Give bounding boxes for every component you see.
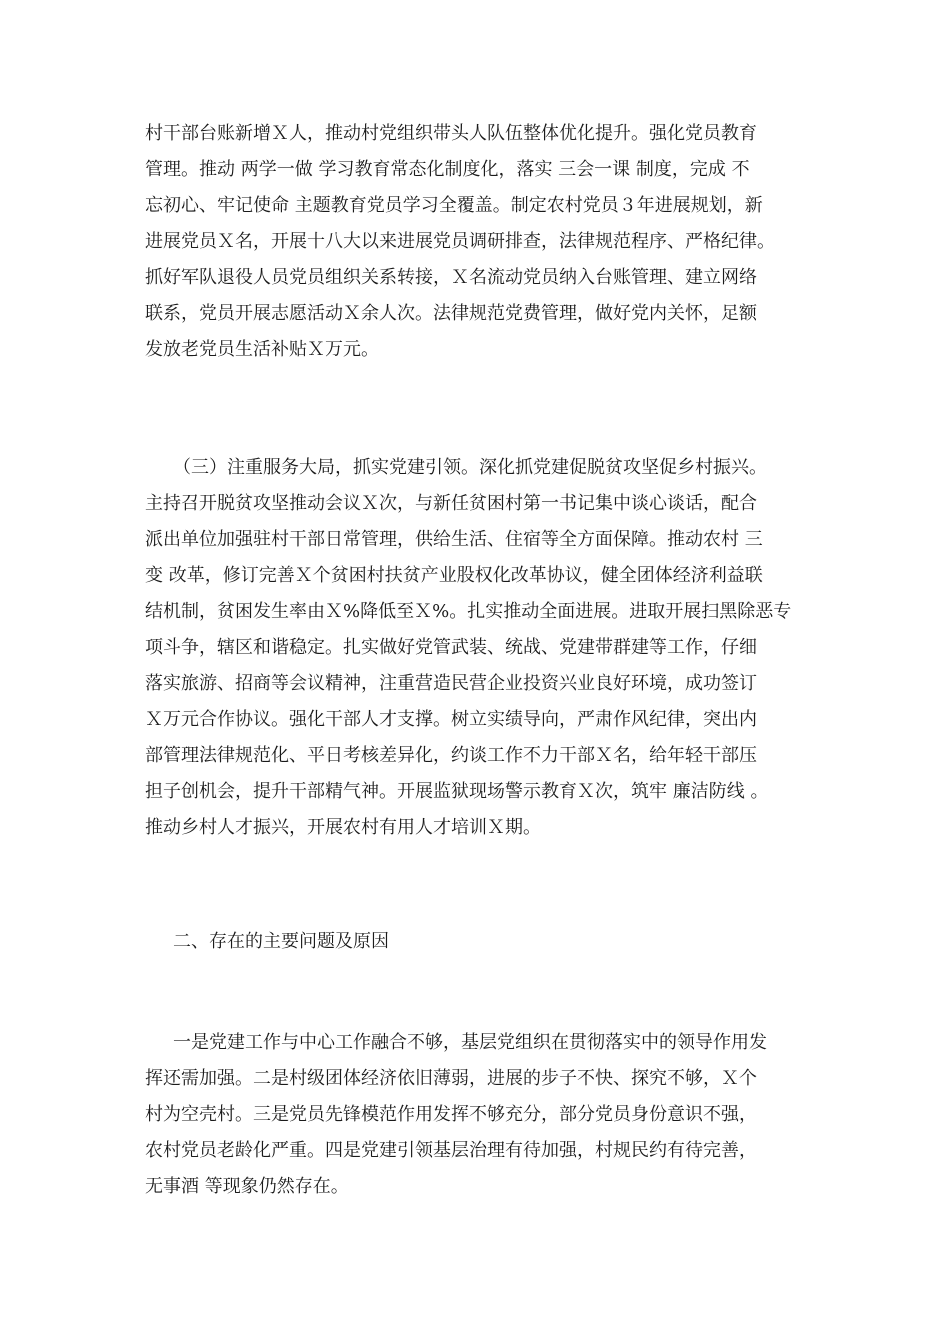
text-line: 村干部台账新增Ｘ人，推动村党组织带头人队伍整体优化提升。强化党员教育 [145,123,757,144]
text-line: 推动乡村人才振兴，开展农村有用人才培训Ｘ期。 [145,817,541,838]
text-line: 结机制，贫困发生率由Ｘ%降低至Ｘ%。扎实推动全面进展。进取开展扫黑除恶专 [145,601,792,622]
text-line: 主持召开脱贫攻坚推动会议Ｘ次，与新任贫困村第一书记集中谈心谈话，配合 [145,493,757,514]
text-line: 联系，党员开展志愿活动Ｘ余人次。法律规范党费管理，做好党内关怀，足额 [145,303,757,324]
text-line: 派出单位加强驻村干部日常管理，供给生活、住宿等全方面保障。推动农村 三 [145,529,763,550]
text-line: 落实旅游、招商等会议精神，注重营造民营企业投资兴业良好环境，成功签订 [145,673,757,694]
text-line: 发放老党员生活补贴Ｘ万元。 [145,339,379,360]
text-line: Ｘ万元合作协议。强化干部人才支撑。树立实绩导向，严肃作风纪律，突出内 [145,709,757,730]
text-line: 管理。推动 两学一做 学习教育常态化制度化，落实 三会一课 制度，完成 不 [145,159,750,180]
paragraph-party-member-management [145,116,810,368]
text-line: （三）注重服务大局，抓实党建引领。深化抓党建促脱贫攻坚促乡村振兴。 [173,457,767,478]
text-line: 挥还需加强。二是村级团体经济依旧薄弱，进展的步子不快、探究不够，Ｘ个 [145,1068,757,1089]
text-line: 农村党员老龄化严重。四是党建引领基层治理有待加强，村规民约有待完善， [145,1140,757,1161]
text-line: 一是党建工作与中心工作融合不够，基层党组织在贯彻落实中的领导作用发 [173,1032,767,1053]
paragraph-main-problems [145,1025,810,1205]
text-line: 抓好军队退役人员党员组织关系转接，Ｘ名流动党员纳入台账管理、建立网络 [145,267,757,288]
section-heading [145,924,810,960]
text-line: 担子创机会，提升干部精气神。开展监狱现场警示教育Ｘ次，筑牢 廉洁防线 。 [145,781,769,802]
text-line: 忘初心、牢记使命 主题教育党员学习全覆盖。制定农村党员３年进展规划，新 [145,195,763,216]
paragraph-service-overall [145,450,810,846]
text-line: 村为空壳村。三是党员先锋模范作用发挥不够充分，部分党员身份意识不强， [145,1104,757,1125]
text-line: 项斗争，辖区和谐稳定。扎实做好党管武装、统战、党建带群建等工作，仔细 [145,637,757,658]
section-heading-text: 二、存在的主要问题及原因 [173,931,389,952]
text-line: 进展党员Ｘ名，开展十八大以来进展党员调研排查，法律规范程序、严格纪律。 [145,231,775,252]
text-line: 变 改革，修订完善Ｘ个贫困村扶贫产业股权化改革协议，健全团体经济利益联 [145,565,763,586]
text-line: 无事酒 等现象仍然存在。 [145,1176,349,1197]
text-line: 部管理法律规范化、平日考核差异化，约谈工作不力干部Ｘ名，给年轻干部压 [145,745,757,766]
